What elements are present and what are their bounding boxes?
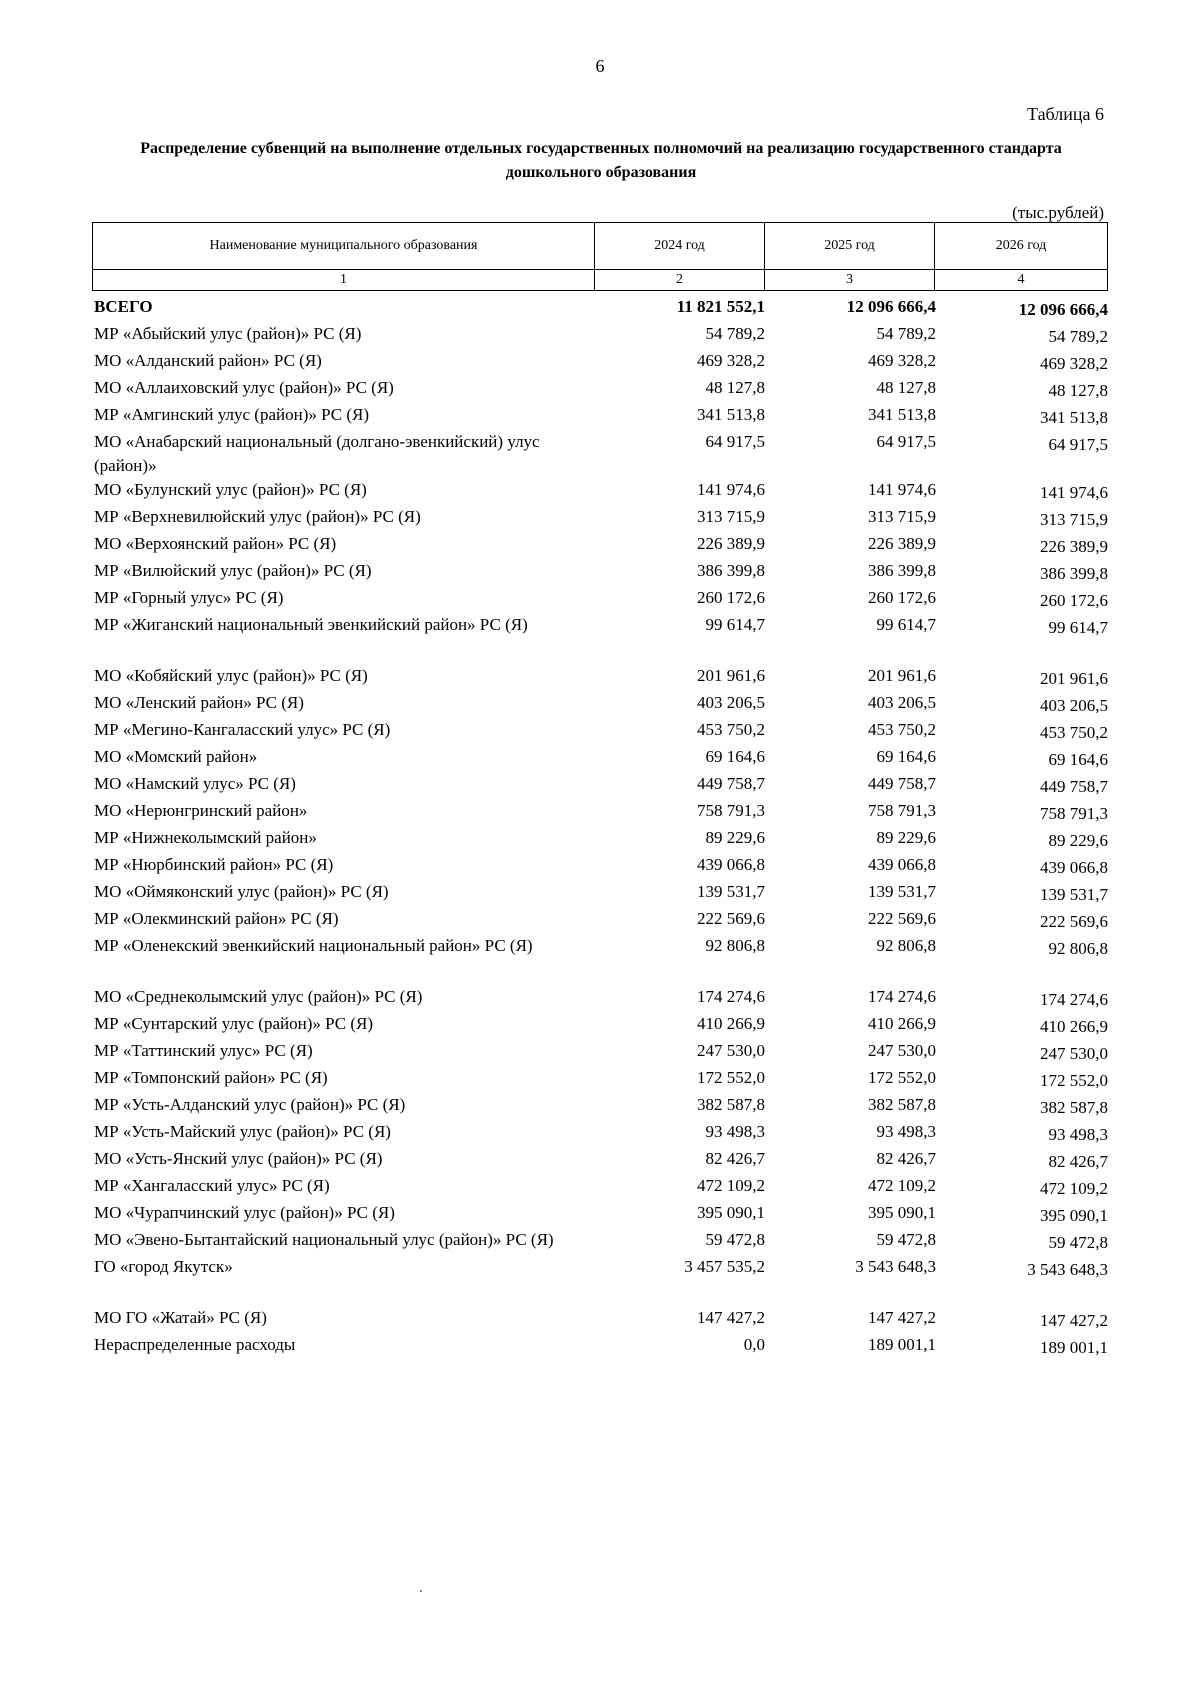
row-name: МО «Среднеколымский улус (район)» РС (Я) xyxy=(94,987,423,1006)
row-name: МО «Момский район» xyxy=(94,747,258,766)
row-value-2025: 174 274,6 xyxy=(868,987,936,1006)
row-value-2026: 99 614,7 xyxy=(1048,618,1108,637)
row-value-2025: 222 569,6 xyxy=(868,909,936,928)
row-value-2024: 141 974,6 xyxy=(697,480,765,499)
row-value-2026: 69 164,6 xyxy=(1048,750,1108,769)
row-value-2025: 89 229,6 xyxy=(876,828,936,847)
row-value-2024: 69 164,6 xyxy=(705,747,765,766)
table-row xyxy=(94,934,1109,961)
table-row xyxy=(94,586,1109,613)
row-value-2026: 139 531,7 xyxy=(1040,885,1108,904)
table-title: Распределение субвенций на выполнение отдельных государственных полномочий на реализацию государственного стандарта дошкольного образования xyxy=(140,140,1062,181)
table-row xyxy=(94,430,1109,478)
row-value-2026: 82 426,7 xyxy=(1048,1152,1108,1171)
units-label: (тыс.рублей) xyxy=(1012,203,1104,222)
row-value-2025: 82 426,7 xyxy=(876,1149,936,1168)
row-value-2025: 382 587,8 xyxy=(868,1095,936,1114)
row-name: МР «Сунтарский улус (район)» РС (Я) xyxy=(94,1014,374,1033)
row-name: МО «Усть-Янский улус (район)» РС (Я) xyxy=(94,1149,383,1168)
row-name: МР «Усть-Майский улус (район)» РС (Я) xyxy=(94,1122,391,1141)
table-row xyxy=(94,985,1109,1012)
row-value-2026: 64 917,5 xyxy=(1048,435,1108,454)
row-value-2024: 147 427,2 xyxy=(697,1308,765,1327)
row-name: МР «Олекминский район» РС (Я) xyxy=(94,909,339,928)
row-value-2026: 147 427,2 xyxy=(1040,1311,1108,1330)
row-value-2025: 147 427,2 xyxy=(868,1308,936,1327)
row-name: МР «Хангаласский улус» РС (Я) xyxy=(94,1176,330,1195)
row-value-2024: 174 274,6 xyxy=(697,987,765,1006)
table-row xyxy=(94,1333,1109,1360)
row-value-2025: 469 328,2 xyxy=(868,351,936,370)
row-name: МР «Вилюйский улус (район)» РС (Я) xyxy=(94,561,372,580)
table-row xyxy=(94,376,1109,403)
row-name: МР «Мегино-Кангаласский улус» РС (Я) xyxy=(94,720,391,739)
row-value-2026: 12 096 666,4 xyxy=(1018,300,1108,319)
row-value-2025: 64 917,5 xyxy=(876,432,936,451)
row-name: МО «Аллаиховский улус (район)» РС (Я) xyxy=(94,378,394,397)
row-value-2025: 313 715,9 xyxy=(868,507,936,526)
row-name: МО «Оймяконский улус (район)» РС (Я) xyxy=(94,882,389,901)
row-value-2024: 99 614,7 xyxy=(705,615,765,634)
row-value-2024: 139 531,7 xyxy=(697,882,765,901)
row-value-2024: 59 472,8 xyxy=(705,1230,765,1249)
row-value-2026: 758 791,3 xyxy=(1040,804,1108,823)
row-value-2026: 48 127,8 xyxy=(1048,381,1108,400)
row-value-2024: 54 789,2 xyxy=(705,324,765,343)
row-value-2024: 260 172,6 xyxy=(697,588,765,607)
row-value-2026: 92 806,8 xyxy=(1048,939,1108,958)
row-name: МО «Анабарский национальный (долгано-эвенкийский) улус (район)» xyxy=(94,432,540,475)
table-row xyxy=(94,532,1109,559)
row-name: МР «Верхневилюйский улус (район)» РС (Я) xyxy=(94,507,421,526)
row-name: МО «Булунский улус (район)» РС (Я) xyxy=(94,480,367,499)
row-value-2026: 469 328,2 xyxy=(1040,354,1108,373)
table-row xyxy=(94,403,1109,430)
row-value-2024: 92 806,8 xyxy=(705,936,765,955)
row-name: ВСЕГО xyxy=(94,297,153,316)
table-row xyxy=(94,1174,1109,1201)
row-value-2025: 449 758,7 xyxy=(868,774,936,793)
table-row xyxy=(94,691,1109,718)
row-value-2025: 410 266,9 xyxy=(868,1014,936,1033)
row-name: МО ГО «Жатай» РС (Я) xyxy=(94,1308,267,1327)
row-value-2024: 382 587,8 xyxy=(697,1095,765,1114)
row-value-2024: 449 758,7 xyxy=(697,774,765,793)
header-col-number: 1 xyxy=(93,270,595,291)
row-value-2026: 174 274,6 xyxy=(1040,990,1108,1009)
row-value-2025: 48 127,8 xyxy=(876,378,936,397)
table-body xyxy=(94,295,1109,1360)
row-value-2026: 449 758,7 xyxy=(1040,777,1108,796)
row-name: МР «Абыйский улус (район)» РС (Я) xyxy=(94,324,362,343)
row-value-2024: 758 791,3 xyxy=(697,801,765,820)
row-value-2026: 3 543 648,3 xyxy=(1027,1260,1108,1279)
row-value-2025: 59 472,8 xyxy=(876,1230,936,1249)
row-value-2026: 59 472,8 xyxy=(1048,1233,1108,1252)
row-name: МР «Амгинский улус (район)» РС (Я) xyxy=(94,405,370,424)
table-row xyxy=(94,505,1109,532)
row-value-2024: 395 090,1 xyxy=(697,1203,765,1222)
row-name: МО «Ленский район» РС (Я) xyxy=(94,693,304,712)
page-number: 6 xyxy=(595,56,605,76)
row-value-2026: 403 206,5 xyxy=(1040,696,1108,715)
row-value-2026: 201 961,6 xyxy=(1040,669,1108,688)
row-value-2024: 64 917,5 xyxy=(705,432,765,451)
table-row xyxy=(94,853,1109,880)
row-value-2026: 141 974,6 xyxy=(1040,483,1108,502)
table-row xyxy=(94,1093,1109,1120)
header-col-number: 4 xyxy=(935,270,1108,291)
header-2025: 2025 год xyxy=(765,223,935,270)
row-value-2024: 89 229,6 xyxy=(705,828,765,847)
row-value-2026: 226 389,9 xyxy=(1040,537,1108,556)
row-value-2025: 341 513,8 xyxy=(868,405,936,424)
row-value-2025: 189 001,1 xyxy=(868,1335,936,1354)
header-col-number: 3 xyxy=(765,270,935,291)
row-value-2026: 395 090,1 xyxy=(1040,1206,1108,1225)
table-row xyxy=(94,1066,1109,1093)
row-value-2026: 93 498,3 xyxy=(1048,1125,1108,1144)
table-row xyxy=(94,799,1109,826)
row-value-2026: 189 001,1 xyxy=(1040,1338,1108,1357)
row-value-2025: 386 399,8 xyxy=(868,561,936,580)
header-2024: 2024 год xyxy=(595,223,765,270)
row-value-2024: 0,0 xyxy=(743,1335,765,1354)
row-name: МО «Алданский район» РС (Я) xyxy=(94,351,322,370)
row-value-2025: 69 164,6 xyxy=(876,747,936,766)
row-value-2025: 12 096 666,4 xyxy=(846,297,936,316)
table-row xyxy=(94,745,1109,772)
row-name: МО «Эвено-Бытантайский национальный улус (район)» РС (Я) xyxy=(94,1230,554,1249)
row-value-2025: 92 806,8 xyxy=(876,936,936,955)
table-row xyxy=(94,718,1109,745)
table-row xyxy=(94,772,1109,799)
row-value-2024: 386 399,8 xyxy=(697,561,765,580)
row-value-2026: 247 530,0 xyxy=(1040,1044,1108,1063)
table-row xyxy=(94,559,1109,586)
table-label: Таблица 6 xyxy=(1027,104,1104,124)
row-value-2024: 469 328,2 xyxy=(697,351,765,370)
row-value-2026: 382 587,8 xyxy=(1040,1098,1108,1117)
table-row xyxy=(94,1120,1109,1147)
row-name: МО «Чурапчинский улус (район)» РС (Я) xyxy=(94,1203,395,1222)
table-row xyxy=(94,349,1109,376)
row-value-2024: 403 206,5 xyxy=(697,693,765,712)
header-2026: 2026 год xyxy=(935,223,1108,270)
table-row xyxy=(94,1012,1109,1039)
row-name: МО «Нерюнгринский район» xyxy=(94,801,308,820)
row-value-2024: 439 066,8 xyxy=(697,855,765,874)
header-name: Наименование муниципального образования xyxy=(93,223,595,270)
row-name: Нераспределенные расходы xyxy=(94,1335,296,1354)
row-value-2024: 48 127,8 xyxy=(705,378,765,397)
row-value-2026: 410 266,9 xyxy=(1040,1017,1108,1036)
row-value-2025: 172 552,0 xyxy=(868,1068,936,1087)
row-value-2026: 172 552,0 xyxy=(1040,1071,1108,1090)
table-row xyxy=(94,880,1109,907)
row-name: МР «Нижнеколымский район» xyxy=(94,828,317,847)
row-value-2025: 99 614,7 xyxy=(876,615,936,634)
row-name: МР «Таттинский улус» РС (Я) xyxy=(94,1041,313,1060)
row-value-2024: 453 750,2 xyxy=(697,720,765,739)
header-col-number: 2 xyxy=(595,270,765,291)
row-value-2026: 313 715,9 xyxy=(1040,510,1108,529)
row-value-2024: 410 266,9 xyxy=(697,1014,765,1033)
table-row xyxy=(94,613,1109,640)
row-value-2024: 82 426,7 xyxy=(705,1149,765,1168)
table-row-total xyxy=(94,295,1109,322)
row-value-2026: 341 513,8 xyxy=(1040,408,1108,427)
row-name: МО «Кобяйский улус (район)» РС (Я) xyxy=(94,666,368,685)
row-value-2026: 453 750,2 xyxy=(1040,723,1108,742)
row-name: МО «Намский улус» РС (Я) xyxy=(94,774,296,793)
row-value-2024: 341 513,8 xyxy=(697,405,765,424)
table-row xyxy=(94,322,1109,349)
row-name: МР «Томпонский район» РС (Я) xyxy=(94,1068,328,1087)
row-value-2024: 93 498,3 xyxy=(705,1122,765,1141)
table-row xyxy=(94,1147,1109,1174)
row-name: МО «Верхоянский район» РС (Я) xyxy=(94,534,337,553)
row-value-2024: 201 961,6 xyxy=(697,666,765,685)
row-value-2026: 222 569,6 xyxy=(1040,912,1108,931)
row-name: МР «Жиганский национальный эвенкийский район» РС (Я) xyxy=(94,615,528,634)
row-value-2025: 260 172,6 xyxy=(868,588,936,607)
row-value-2025: 139 531,7 xyxy=(868,882,936,901)
row-value-2026: 386 399,8 xyxy=(1040,564,1108,583)
row-name: ГО «город Якутск» xyxy=(94,1257,233,1276)
row-value-2024: 472 109,2 xyxy=(697,1176,765,1195)
row-value-2025: 395 090,1 xyxy=(868,1203,936,1222)
row-value-2026: 54 789,2 xyxy=(1048,327,1108,346)
table-row xyxy=(94,664,1109,691)
row-value-2024: 247 530,0 xyxy=(697,1041,765,1060)
row-value-2024: 3 457 535,2 xyxy=(684,1257,765,1276)
scan-speck xyxy=(420,1590,422,1592)
table-row xyxy=(94,907,1109,934)
row-value-2026: 472 109,2 xyxy=(1040,1179,1108,1198)
row-value-2026: 439 066,8 xyxy=(1040,858,1108,877)
row-value-2025: 403 206,5 xyxy=(868,693,936,712)
row-value-2025: 201 961,6 xyxy=(868,666,936,685)
row-value-2025: 453 750,2 xyxy=(868,720,936,739)
row-value-2024: 222 569,6 xyxy=(697,909,765,928)
table-row xyxy=(94,1039,1109,1066)
row-name: МР «Оленекский эвенкийский национальный район» РС (Я) xyxy=(94,936,533,955)
table-row xyxy=(94,478,1109,505)
row-value-2025: 758 791,3 xyxy=(868,801,936,820)
row-value-2026: 260 172,6 xyxy=(1040,591,1108,610)
row-value-2025: 472 109,2 xyxy=(868,1176,936,1195)
row-value-2025: 93 498,3 xyxy=(876,1122,936,1141)
table-row xyxy=(94,1255,1109,1282)
table-row xyxy=(94,1306,1109,1333)
table-row xyxy=(94,1201,1109,1228)
row-value-2026: 89 229,6 xyxy=(1048,831,1108,850)
row-value-2025: 141 974,6 xyxy=(868,480,936,499)
row-value-2024: 11 821 552,1 xyxy=(676,297,765,316)
row-value-2025: 247 530,0 xyxy=(868,1041,936,1060)
row-value-2025: 226 389,9 xyxy=(868,534,936,553)
row-value-2024: 172 552,0 xyxy=(697,1068,765,1087)
row-name: МР «Горный улус» РС (Я) xyxy=(94,588,284,607)
table-row xyxy=(94,1228,1109,1255)
row-value-2024: 226 389,9 xyxy=(697,534,765,553)
table-row xyxy=(94,826,1109,853)
row-value-2025: 439 066,8 xyxy=(868,855,936,874)
row-name: МР «Нюрбинский район» РС (Я) xyxy=(94,855,334,874)
row-name: МР «Усть-Алданский улус (район)» РС (Я) xyxy=(94,1095,406,1114)
row-value-2024: 313 715,9 xyxy=(697,507,765,526)
row-value-2025: 54 789,2 xyxy=(876,324,936,343)
table-header xyxy=(92,222,1108,291)
row-value-2025: 3 543 648,3 xyxy=(855,1257,936,1276)
